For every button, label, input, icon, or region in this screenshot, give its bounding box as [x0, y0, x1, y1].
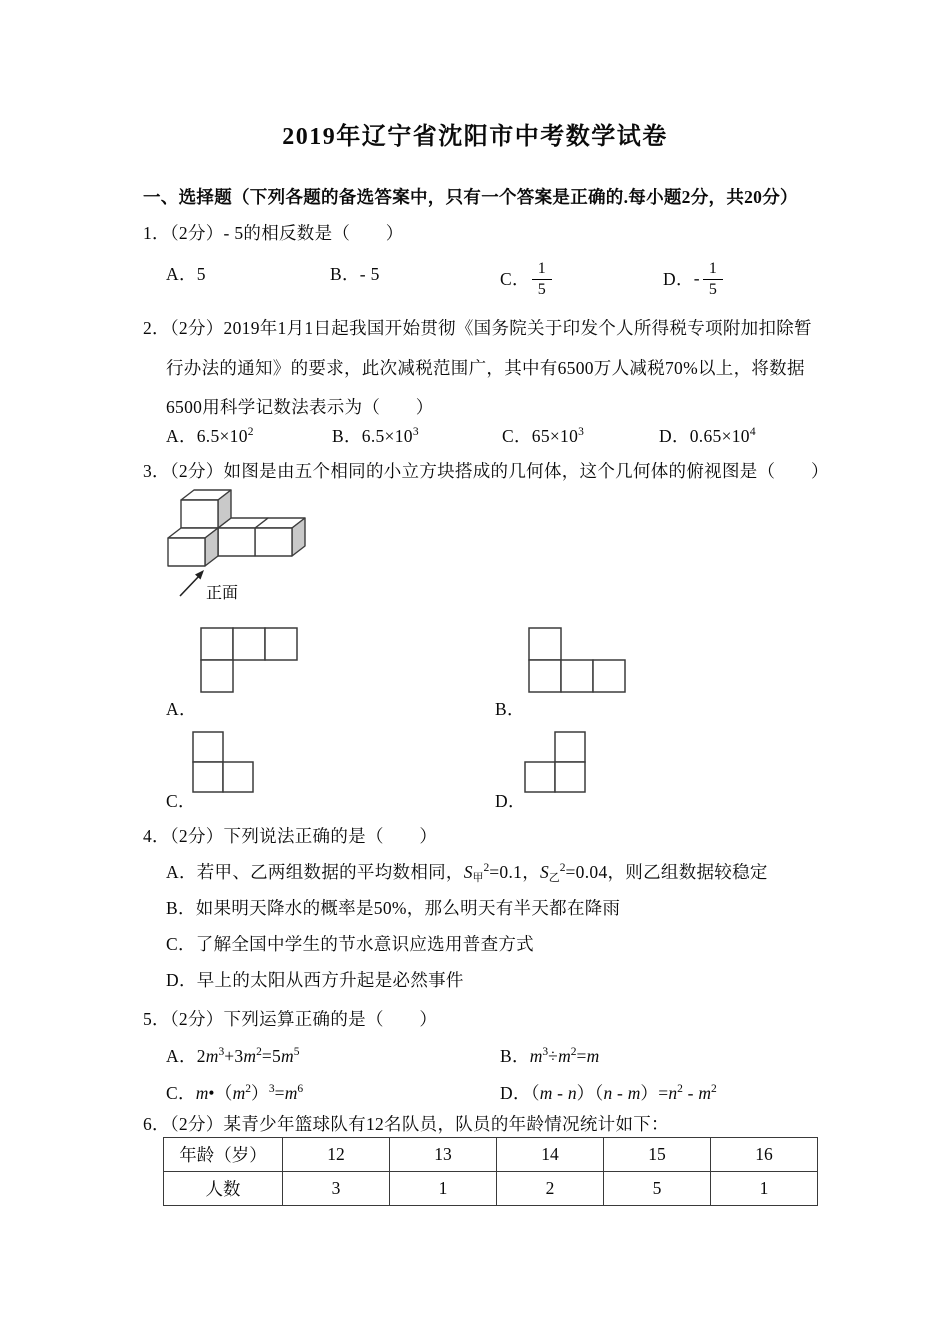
q3-option-b-label: B．: [495, 699, 525, 719]
q5-option-d: D．$(m - n)(n - m)=n^2 - m^2$: [500, 1083, 717, 1103]
front-arrow: [180, 575, 200, 596]
q4-option-d: D．早上的太阳从西方升起是必然事件: [166, 970, 464, 990]
table-cell: 年龄（岁）: [164, 1138, 283, 1172]
q2-stem-line1: 2．（2分）2019年1月1日起我国开始贯彻《国务院关于印发个人所得税专项附加扣除暂: [143, 318, 812, 338]
q1-option-c-label: C．: [500, 269, 530, 290]
q1-option-d-label: D．: [663, 269, 694, 290]
table-cell: 1: [711, 1172, 818, 1206]
table-cell: 16: [711, 1138, 818, 1172]
q5-option-b: B．$m^3\div m^2=m$: [500, 1046, 600, 1066]
page-title: 2019年辽宁省沈阳市中考数学试卷: [282, 124, 668, 150]
q4-option-c: C．了解全国中学生的节水意识应选用普查方式: [166, 934, 534, 954]
q3-option-a-figure: [200, 627, 299, 695]
table-cell: 14: [497, 1138, 604, 1172]
q3-option-d-label: D．: [495, 791, 526, 811]
table-cell: 13: [390, 1138, 497, 1172]
q3-stem: 3．（2分）如图是由五个相同的小立方块搭成的几何体，这个几何体的俯视图是（ ）: [143, 461, 829, 481]
minus-sign: -: [693, 268, 700, 289]
q1-option-d: [663, 262, 725, 300]
q2-option-a: A．$6.5\times 10^2$: [166, 426, 254, 446]
table-cell: 5: [604, 1172, 711, 1206]
table-cell: 1: [390, 1172, 497, 1206]
table-cell: 3: [283, 1172, 390, 1206]
q2-option-b: B．$6.5\times 10^3$: [332, 426, 419, 446]
age-table-header-row: [164, 1138, 818, 1172]
q5-option-c: C．$m•(m^2)^3=m^6$: [166, 1083, 304, 1103]
q4-option-b: B．如果明天降水的概率是50%，那么明天有半天都在降雨: [166, 898, 621, 918]
table-cell: 12: [283, 1138, 390, 1172]
q3-option-c-label: C．: [166, 791, 196, 811]
q2-stem-line2: 行办法的通知》的要求，此次减税范围广，其中有6500万人减税70%以上，将数据: [166, 358, 805, 378]
front-face-label: 正面: [206, 585, 239, 602]
q1-option-c: [500, 262, 554, 300]
q4-option-a: A．若甲、乙两组数据的平均数相同，$S_甲^2=0.1$，$S_乙^2=0.04$，则乙组数据较稳定: [166, 862, 768, 884]
q3-option-d-figure: [524, 731, 588, 795]
q3-option-a-label: A．: [166, 699, 197, 719]
q2-option-c: C．$65\times 10^3$: [502, 426, 584, 446]
q3-option-c-figure: [192, 731, 256, 795]
fraction: $\frac{1}{5}$: [703, 260, 723, 298]
q5-stem: 5．（2分）下列运算正确的是（ ）: [143, 1009, 438, 1029]
age-table: [163, 1137, 818, 1206]
table-cell: 15: [604, 1138, 711, 1172]
q3-option-b-figure: [528, 627, 627, 695]
q1-stem: 1．（2分）- 5的相反数是（ ）: [143, 223, 404, 243]
q4-stem: 4．（2分）下列说法正确的是（ ）: [143, 826, 438, 846]
q6-stem: 6．（2分）某青少年篮球队有12名队员，队员的年龄情况统计如下：: [143, 1114, 669, 1134]
section-heading: 一、选择题（下列各题的备选答案中，只有一个答案是正确的.每小题2分，共20分）: [143, 187, 798, 207]
q2-option-d: D．$0.65\times 10^4$: [659, 426, 756, 446]
table-cell: 人数: [164, 1172, 283, 1206]
table-cell: 2: [497, 1172, 604, 1206]
cube-solid-figure: [160, 484, 315, 608]
fraction: $\frac{1}{5}$: [532, 260, 552, 298]
q2-stem-line3: 6500用科学记数法表示为（ ）: [166, 397, 434, 417]
q1-option-a: A．5: [166, 264, 206, 284]
age-table-data-row: [164, 1172, 818, 1206]
q5-option-a: A．$2m^3+3m^2=5m^5$: [166, 1046, 300, 1066]
q1-option-b: B．- 5: [330, 264, 380, 284]
